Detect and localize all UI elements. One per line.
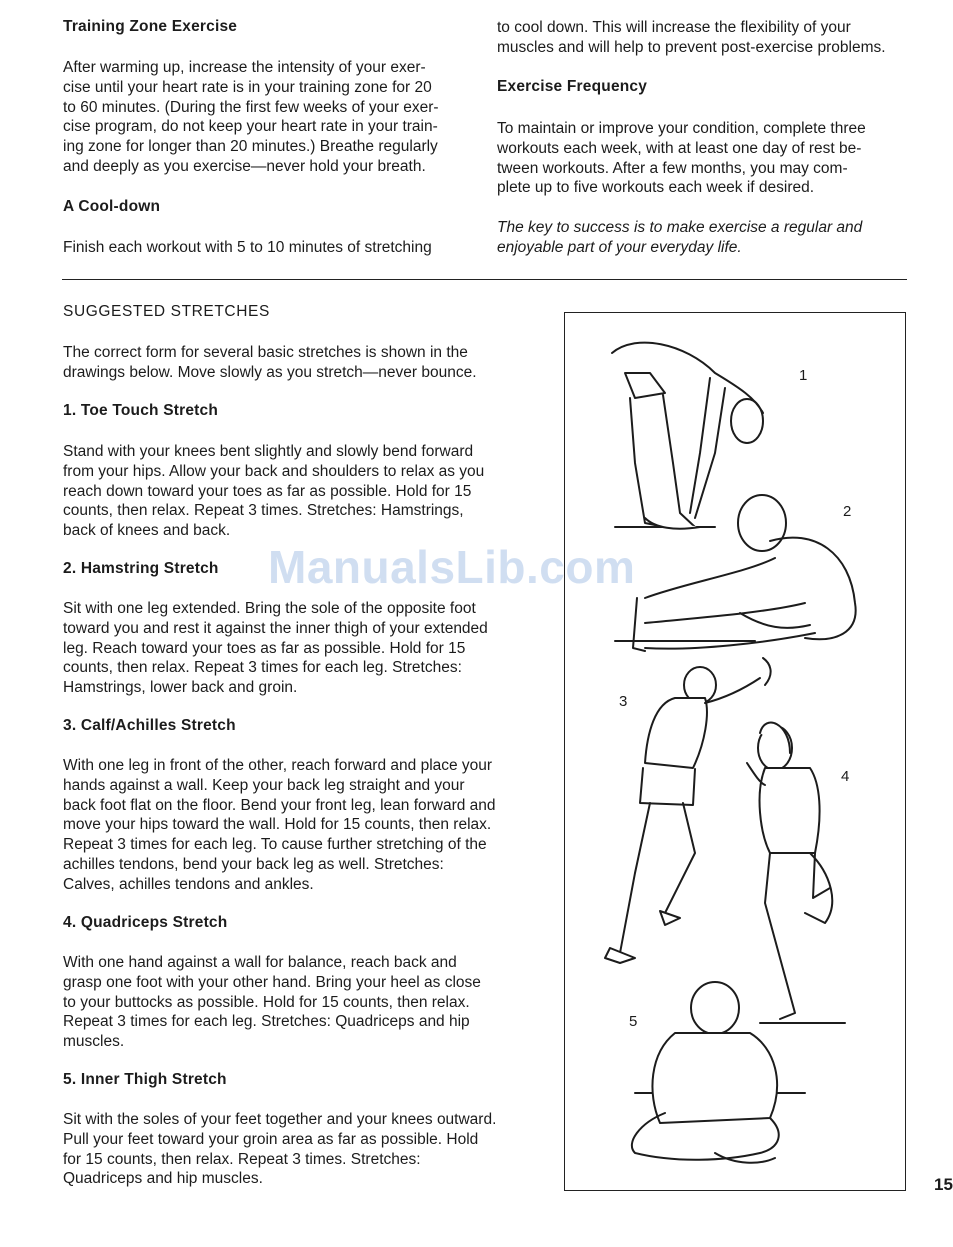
stretch-description [63, 442, 484, 541]
cooldown-heading: A Cool-down [63, 198, 161, 215]
text-line: Quadriceps and hip muscles. [63, 1170, 263, 1188]
text-line: grasp one foot with your other hand. Bring your heel as close [63, 973, 481, 991]
text-line: To maintain or improve your condition, complete three [497, 120, 866, 137]
text-line: achilles tendons, bend your back leg as well. Stretches: [63, 855, 444, 873]
stretch-title: 5. Inner Thigh Stretch [63, 1071, 227, 1088]
text-line: move your hips toward the wall. Hold for 15 counts, then relax. [63, 816, 492, 834]
stretch-title: 4. Quadriceps Stretch [63, 914, 228, 931]
text-line: Calves, achilles tendons and ankles. [63, 875, 314, 893]
text-line: Sit with one leg extended. Bring the sole of the opposite foot [63, 600, 476, 617]
stretch-title: 1. Toe Touch Stretch [63, 402, 218, 419]
text-line: cise until your heart rate is in your training zone for 20 [63, 78, 432, 96]
figure-label: 1 [799, 367, 808, 384]
text-line: The correct form for several basic stretches is shown in the [63, 344, 468, 361]
text-line: plete up to five workouts each week if desired. [497, 179, 815, 197]
stretch-title: 2. Hamstring Stretch [63, 560, 219, 577]
toe-touch-figure [612, 343, 763, 529]
hamstring-stretch-figure [615, 495, 856, 651]
stretches-heading: SUGGESTED STRETCHES [63, 303, 270, 320]
text-line: back foot flat on the floor. Bend your front leg, lean forward and [63, 796, 496, 814]
text-line: from your hips. Allow your back and shoulders to relax as you [63, 462, 485, 480]
training-zone-paragraph [63, 58, 439, 177]
calf-stretch-figure [605, 658, 771, 963]
text-line: Stand with your knees bent slightly and slowly bend forward [63, 443, 474, 460]
text-line: to 60 minutes. (During the first few weeks of your exer- [63, 98, 439, 116]
stretch-description [63, 756, 496, 895]
text-line: back of knees and back. [63, 522, 231, 540]
inner-thigh-stretch-figure [632, 982, 805, 1163]
watermark: ManualsLib.com [268, 541, 636, 593]
text-line: Repeat 3 times for each leg. Stretches: Quadriceps and hip [63, 1013, 470, 1031]
training-zone-heading: Training Zone Exercise [63, 18, 238, 35]
page-number: 15 [934, 1175, 953, 1194]
text-line: cise program, do not keep your heart rate in your train- [63, 118, 438, 136]
stretch-illustrations [565, 313, 907, 1192]
stretches-intro [63, 343, 477, 383]
figure-label: 2 [843, 503, 852, 520]
cooldown-paragraph [63, 238, 432, 258]
text-line: for 15 counts, then relax. Repeat 3 times. Stretches: [63, 1150, 421, 1168]
text-line: muscles and will help to prevent post-exercise problems. [497, 38, 886, 56]
text-line: With one hand against a wall for balance, reach back and [63, 954, 457, 971]
section-divider [62, 279, 907, 280]
text-line: hands against a wall. Keep your back leg straight and your [63, 776, 465, 794]
text-line: reach down toward your toes as far as possible. Hold for 15 [63, 482, 472, 500]
quadriceps-stretch-figure [747, 723, 845, 1023]
text-line: muscles. [63, 1033, 125, 1051]
text-line: With one leg in front of the other, reach forward and place your [63, 757, 493, 774]
text-line: workouts each week, with at least one day of rest be- [497, 139, 862, 157]
text-line: Repeat 3 times for each leg. To cause further stretching of the [63, 836, 487, 854]
figure-label: 3 [619, 693, 628, 710]
text-line: leg. Reach toward your toes as far as possible. Hold for 15 [63, 639, 466, 657]
text-line: drawings below. Move slowly as you stretch—never bounce. [63, 363, 477, 381]
text-line: to your buttocks as possible. Hold for 15 counts, then relax. [63, 993, 470, 1011]
text-line: enjoyable part of your everyday life. [497, 238, 742, 256]
text-line: toward you and rest it against the inner thigh of your extended [63, 619, 488, 637]
stretch-description [63, 953, 481, 1052]
text-line: Finish each workout with 5 to 10 minutes of stretching [63, 239, 432, 256]
text-line: and deeply as you exercise—never hold your breath. [63, 157, 426, 175]
text-line: tween workouts. After a few months, you may com- [497, 159, 848, 177]
stretch-description [63, 599, 488, 698]
key-to-success-note [497, 218, 862, 258]
text-line: The key to success is to make exercise a regular and [497, 219, 863, 236]
text-line: to cool down. This will increase the flexibility of your [497, 19, 851, 36]
frequency-heading: Exercise Frequency [497, 78, 648, 95]
text-line: Pull your feet toward your groin area as far as possible. Hold [63, 1130, 479, 1148]
text-line: Sit with the soles of your feet together and your knees outward. [63, 1111, 497, 1128]
cooldown-continued-paragraph [497, 18, 886, 58]
figure-label: 5 [629, 1013, 638, 1030]
text-line: ing zone for longer than 20 minutes.) Breathe regularly [63, 138, 438, 156]
text-line: Hamstrings, lower back and groin. [63, 679, 298, 697]
stretch-illustrations-box [564, 312, 906, 1191]
figure-label: 4 [841, 768, 850, 785]
stretch-title: 3. Calf/Achilles Stretch [63, 717, 236, 734]
frequency-paragraph [497, 119, 866, 198]
text-line: After warming up, increase the intensity of your exer- [63, 59, 426, 76]
text-line: counts, then relax. Repeat 3 times. Stretches: Hamstrings, [63, 502, 464, 520]
text-line: counts, then relax. Repeat 3 times for each leg. Stretches: [63, 659, 462, 677]
stretch-description [63, 1110, 496, 1189]
